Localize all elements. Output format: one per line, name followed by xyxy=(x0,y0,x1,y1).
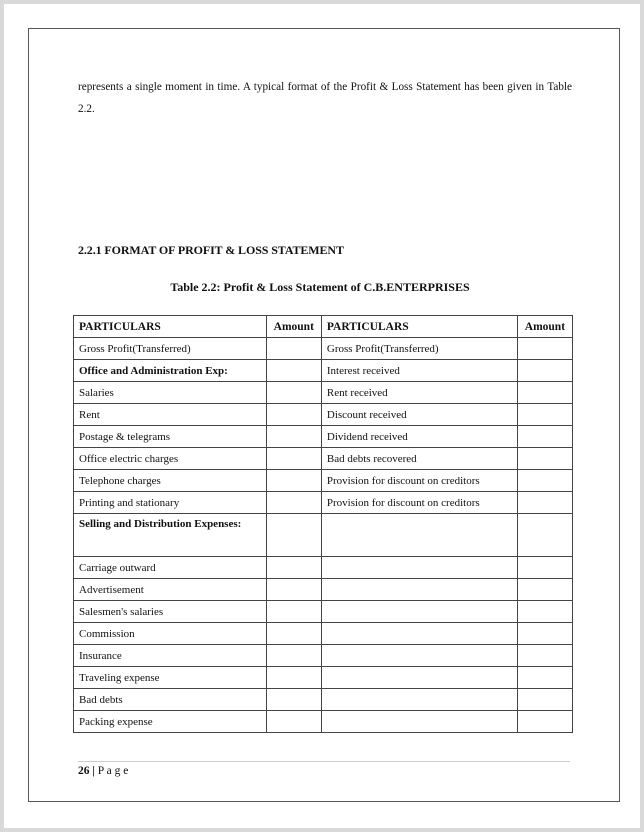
row-right-amount xyxy=(517,689,572,711)
table-row xyxy=(74,623,573,645)
row-left-particular: Advertisement xyxy=(74,579,267,601)
row-right-particular xyxy=(321,645,517,667)
row-right-amount xyxy=(517,711,572,733)
row-right-amount xyxy=(517,338,572,360)
page-number: 26 xyxy=(78,765,90,777)
row-right-particular: Dividend received xyxy=(321,426,517,448)
row-right-amount xyxy=(517,448,572,470)
row-left-particular: Gross Profit(Transferred) xyxy=(74,338,267,360)
section-heading: 2.2.1 FORMAT OF PROFIT & LOSS STATEMENT xyxy=(78,243,344,257)
row-right-particular: Interest received xyxy=(321,360,517,382)
table-row xyxy=(74,711,573,733)
table-row xyxy=(74,667,573,689)
row-left-particular: Traveling expense xyxy=(74,667,267,689)
header-particulars-left: PARTICULARS xyxy=(74,316,267,338)
row-right-particular xyxy=(321,579,517,601)
row-right-amount xyxy=(517,645,572,667)
row-left-amount xyxy=(266,492,321,514)
profit-loss-table xyxy=(73,315,573,733)
row-right-particular: Discount received xyxy=(321,404,517,426)
row-right-amount xyxy=(517,382,572,404)
table-row xyxy=(74,404,573,426)
row-left-particular: Selling and Distribution Expenses: xyxy=(74,514,267,557)
row-right-amount xyxy=(517,557,572,579)
header-amount-right: Amount xyxy=(517,316,572,338)
table-row xyxy=(74,557,573,579)
row-right-amount xyxy=(517,623,572,645)
row-left-particular: Packing expense xyxy=(74,711,267,733)
document-page xyxy=(4,4,640,828)
row-right-amount xyxy=(517,492,572,514)
row-left-particular: Insurance xyxy=(74,645,267,667)
row-left-amount xyxy=(266,514,321,557)
row-right-particular xyxy=(321,601,517,623)
table-row xyxy=(74,448,573,470)
row-right-amount xyxy=(517,360,572,382)
footer-separator: | xyxy=(92,765,95,777)
row-left-amount xyxy=(266,601,321,623)
row-right-particular xyxy=(321,514,517,557)
row-left-particular: Office and Administration Exp: xyxy=(74,360,267,382)
row-left-amount xyxy=(266,382,321,404)
row-left-amount xyxy=(266,623,321,645)
row-right-particular: Provision for discount on creditors xyxy=(321,492,517,514)
table-row xyxy=(74,426,573,448)
row-left-amount xyxy=(266,557,321,579)
row-right-particular xyxy=(321,667,517,689)
table-row xyxy=(74,382,573,404)
table-row xyxy=(74,645,573,667)
header-amount-left: Amount xyxy=(266,316,321,338)
row-left-amount xyxy=(266,360,321,382)
table-row xyxy=(74,579,573,601)
page-footer xyxy=(78,761,570,777)
row-left-amount xyxy=(266,426,321,448)
row-left-particular: Postage & telegrams xyxy=(74,426,267,448)
row-right-particular xyxy=(321,711,517,733)
row-right-particular xyxy=(321,623,517,645)
row-left-amount xyxy=(266,579,321,601)
row-left-particular: Printing and stationary xyxy=(74,492,267,514)
header-particulars-right: PARTICULARS xyxy=(321,316,517,338)
row-right-amount xyxy=(517,404,572,426)
row-left-amount xyxy=(266,645,321,667)
row-left-amount xyxy=(266,470,321,492)
row-left-particular: Rent xyxy=(74,404,267,426)
row-left-amount xyxy=(266,448,321,470)
row-right-particular xyxy=(321,689,517,711)
table-caption: Table 2.2: Profit & Loss Statement of C.B.ENTERPRISES xyxy=(170,280,470,294)
row-right-particular: Provision for discount on creditors xyxy=(321,470,517,492)
row-left-amount xyxy=(266,711,321,733)
table-row xyxy=(74,470,573,492)
row-left-particular: Salesmen's salaries xyxy=(74,601,267,623)
row-right-particular: Gross Profit(Transferred) xyxy=(321,338,517,360)
table-header-row xyxy=(74,316,573,338)
row-left-particular: Telephone charges xyxy=(74,470,267,492)
row-left-particular: Commission xyxy=(74,623,267,645)
row-right-amount xyxy=(517,579,572,601)
row-left-particular: Office electric charges xyxy=(74,448,267,470)
row-right-amount xyxy=(517,514,572,557)
page-label: P a g e xyxy=(97,765,129,777)
table-row xyxy=(74,689,573,711)
row-right-particular: Rent received xyxy=(321,382,517,404)
row-left-particular: Carriage outward xyxy=(74,557,267,579)
row-right-particular: Bad debts recovered xyxy=(321,448,517,470)
table-row xyxy=(74,360,573,382)
row-left-amount xyxy=(266,338,321,360)
table-row xyxy=(74,492,573,514)
row-left-amount xyxy=(266,667,321,689)
row-right-amount xyxy=(517,667,572,689)
table-row xyxy=(74,601,573,623)
row-left-amount xyxy=(266,689,321,711)
row-right-amount xyxy=(517,426,572,448)
body-paragraph: represents a single moment in time. A typical format of the Profit & Loss Statement has been given in Table 2.2. xyxy=(78,81,572,115)
row-left-particular: Salaries xyxy=(74,382,267,404)
row-right-amount xyxy=(517,470,572,492)
row-left-particular: Bad debts xyxy=(74,689,267,711)
table-row xyxy=(74,514,573,557)
row-right-particular xyxy=(321,557,517,579)
row-left-amount xyxy=(266,404,321,426)
table-row xyxy=(74,338,573,360)
row-right-amount xyxy=(517,601,572,623)
